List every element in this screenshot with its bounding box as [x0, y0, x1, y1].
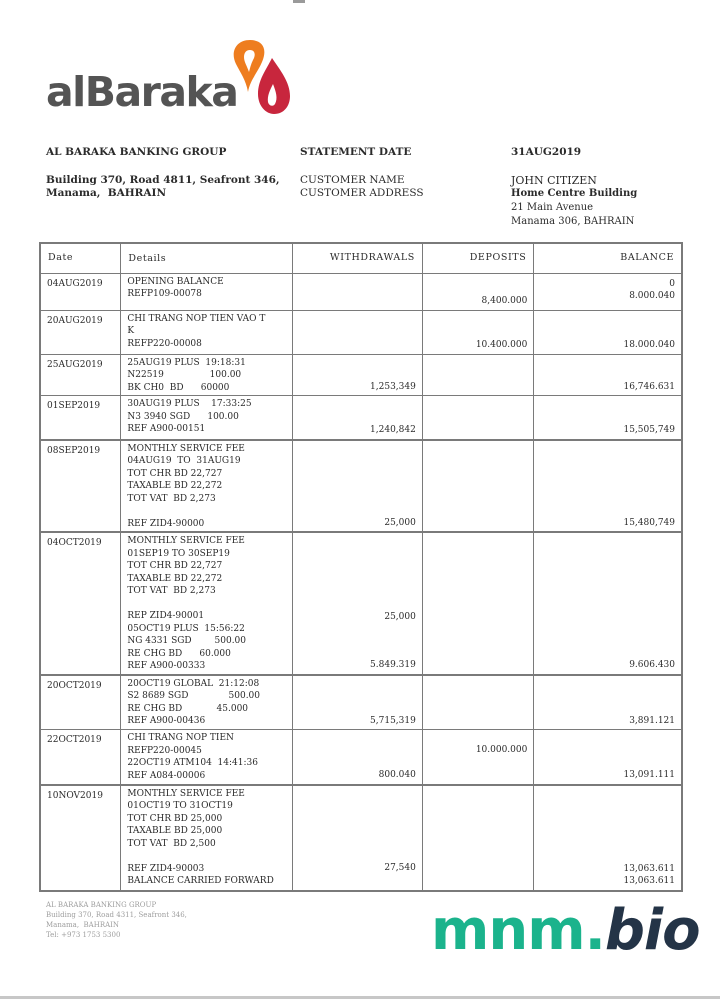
- details-line: BALANCE CARRIED FORWARD: [127, 876, 274, 886]
- cell-deposits: [422, 354, 534, 396]
- cell-withdrawals: [293, 785, 423, 891]
- details-line: MONTHLY SERVICE FEE: [127, 536, 245, 546]
- details-line: 30AUG19 PLUS 17:33:25: [127, 399, 252, 409]
- cell-balance: [534, 440, 682, 533]
- cell-date: 08SEP2019: [40, 440, 121, 533]
- cell-details: [121, 354, 293, 396]
- bank-address: [46, 174, 280, 200]
- balance-line: 3,891.121: [629, 715, 675, 726]
- balance-line: 0: [669, 278, 675, 289]
- withdrawal-amount: 5.849.319: [370, 660, 416, 670]
- details-line: REFP220-00045: [127, 745, 202, 756]
- col-header-balance: BALANCE: [534, 243, 682, 273]
- details-line: OPENING BALANCE: [127, 276, 224, 287]
- cell-deposits: [422, 310, 534, 354]
- cell-balance: [534, 396, 682, 440]
- table-row: [40, 532, 682, 675]
- balance-amount: [534, 339, 681, 352]
- logo-drop-icon: [228, 36, 292, 116]
- table-row: [40, 396, 682, 440]
- top-scroll-mark: [293, 0, 305, 3]
- cell-date: 10NOV2019: [40, 785, 121, 891]
- withdrawal-amount: 25,000: [384, 612, 416, 622]
- balance-amount: [534, 424, 681, 437]
- footer-line: AL BARAKA BANKING GROUP: [46, 901, 157, 909]
- cell-details: [121, 532, 293, 675]
- balance-amount: [534, 715, 681, 728]
- cell-details: [121, 273, 293, 310]
- details-line: REF A900-00436: [127, 716, 206, 726]
- balance-line: 15,505,749: [623, 425, 675, 435]
- balance-line: 13,063.611: [623, 876, 675, 886]
- withdrawal-amount: 25,000: [384, 517, 416, 528]
- balance-amount: [534, 863, 681, 888]
- details-line: REP ZID4-90001: [127, 611, 205, 621]
- cell-date: 22OCT2019: [40, 730, 121, 785]
- details-line: REFP109-00078: [127, 289, 202, 299]
- cell-withdrawals: [293, 440, 423, 533]
- details-line: K: [127, 326, 135, 336]
- details-line: TOT VAT BD 2,273: [127, 586, 216, 596]
- col-header-date: Date: [40, 243, 121, 273]
- withdrawal-amount: 27,540: [384, 863, 416, 873]
- col-header-withdrawals: WITHDRAWALS: [293, 243, 423, 273]
- balance-amount: [534, 278, 681, 303]
- cell-balance: [534, 675, 682, 730]
- bank-name: AL BARAKA BANKING GROUP: [46, 146, 227, 158]
- cell-deposits: [422, 440, 534, 533]
- details-line: TOT CHR BD 25,000: [127, 813, 223, 824]
- customer-address-label: CUSTOMER ADDRESS: [300, 187, 424, 199]
- cell-date: 01SEP2019: [40, 396, 121, 440]
- cell-details: [121, 730, 293, 785]
- details-line: 05OCT19 PLUS 15:56:22: [127, 623, 245, 634]
- footer-address: [46, 900, 187, 940]
- statement-date-value: 31AUG2019: [511, 146, 582, 158]
- details-line: CHI TRANG NOP TIEN: [127, 733, 234, 743]
- cell-withdrawals: [293, 310, 423, 354]
- logo-text: alBaraka: [46, 68, 238, 116]
- cell-deposits: [422, 396, 534, 440]
- watermark-part2: bio: [604, 898, 700, 963]
- details-line: REF A084-00006: [127, 770, 206, 781]
- customer-name: JOHN CITIZEN: [511, 174, 597, 187]
- balance-amount: [534, 659, 681, 672]
- cell-withdrawals: [293, 273, 423, 310]
- cell-withdrawals: [293, 354, 423, 396]
- cell-withdrawals: [293, 532, 423, 675]
- details-line: TOT CHR BD 22,727: [127, 468, 223, 479]
- table-row: [40, 310, 682, 354]
- statement-date-label: STATEMENT DATE: [300, 146, 412, 158]
- details-line: REF A900-00333: [127, 661, 206, 671]
- customer-address-line: Home Centre Building: [511, 188, 638, 199]
- withdrawal-amount: 800.040: [378, 770, 416, 780]
- balance-amount: [534, 517, 681, 530]
- details-line: 25AUG19 PLUS 19:18:31: [127, 357, 246, 368]
- table-row: [40, 273, 682, 310]
- page-bottom-edge: [0, 996, 720, 999]
- table-row: [40, 730, 682, 785]
- withdrawal-amount: 5,715,319: [370, 715, 416, 726]
- cell-withdrawals: [293, 730, 423, 785]
- col-header-deposits: DEPOSITS: [422, 243, 534, 273]
- details-line: RE CHG BD 45.000: [127, 703, 249, 714]
- customer-address-line: Manama 306, BAHRAIN: [511, 216, 635, 227]
- balance-line: 13,091.111: [623, 770, 675, 780]
- balance-line: 8.000.040: [629, 291, 675, 301]
- details-line: MONTHLY SERVICE FEE: [127, 443, 245, 454]
- cell-date: 20OCT2019: [40, 675, 121, 730]
- balance-line: 15,480,749: [623, 517, 675, 528]
- details-line: REF A900-00151: [127, 424, 206, 434]
- details-line: S2 8689 SGD 500.00: [127, 691, 261, 701]
- details-line: [127, 505, 286, 518]
- table-row: [40, 785, 682, 891]
- details-line: N22519 100.00: [127, 370, 242, 380]
- withdrawal-amount: 1,253,349: [370, 381, 416, 392]
- details-line: CHI TRANG NOP TIEN VAO T: [127, 313, 266, 324]
- footer-line: Building 370, Road 4311, Seafront 346,: [46, 911, 187, 919]
- cell-details: [121, 675, 293, 730]
- cell-deposits: [422, 730, 534, 785]
- balance-amount: [534, 381, 681, 394]
- balance-line: 13,063.611: [623, 863, 675, 874]
- table-row: [40, 675, 682, 730]
- cell-details: [121, 785, 293, 891]
- details-line: 04AUG19 TO 31AUG19: [127, 456, 241, 466]
- details-line: TOT VAT BD 2,273: [127, 493, 216, 504]
- details-line: 22OCT19 ATM104 14:41:36: [127, 758, 258, 768]
- details-line: REF ZID4-90003: [127, 863, 205, 874]
- table-row: [40, 440, 682, 533]
- details-line: 20OCT19 GLOBAL 21:12:08: [127, 678, 260, 689]
- cell-deposits: [422, 532, 534, 675]
- details-line: N3 3940 SGD 100.00: [127, 411, 239, 422]
- cell-balance: [534, 785, 682, 891]
- balance-amount: [534, 769, 681, 782]
- cell-details: [121, 440, 293, 533]
- footer-line: Tel: +973 1753 5300: [46, 931, 121, 939]
- balance-line: 16,746.631: [623, 381, 675, 392]
- cell-date: 04OCT2019: [40, 532, 121, 675]
- deposit-amount: 10.400.000: [475, 340, 528, 350]
- cell-date: 04AUG2019: [40, 273, 121, 310]
- details-line: [127, 598, 286, 611]
- cell-details: [121, 310, 293, 354]
- deposit-amount: 10.000.000: [475, 745, 528, 755]
- details-line: TAXABLE BD 25,000: [127, 826, 223, 836]
- balance-line: 9.606.430: [629, 660, 675, 670]
- details-line: REF ZID4-90000: [127, 518, 205, 529]
- details-line: TOT VAT BD 2,500: [127, 838, 216, 849]
- cell-withdrawals: [293, 396, 423, 440]
- cell-balance: [534, 532, 682, 675]
- details-line: TAXABLE BD 22,272: [127, 573, 223, 584]
- customer-address-line: 21 Main Avenue: [511, 202, 594, 213]
- cell-date: 25AUG2019: [40, 354, 121, 396]
- details-line: 01OCT19 TO 31OCT19: [127, 801, 233, 811]
- details-line: MONTHLY SERVICE FEE: [127, 788, 245, 799]
- details-line: BK CH0 BD 60000: [127, 382, 230, 393]
- details-line: TAXABLE BD 22,272: [127, 481, 223, 491]
- details-line: [127, 850, 286, 863]
- details-line: REFP220-00008: [127, 338, 202, 349]
- watermark-logo: [431, 898, 700, 963]
- cell-details: [121, 396, 293, 440]
- details-line: TOT CHR BD 22,727: [127, 561, 223, 571]
- cell-deposits: [422, 675, 534, 730]
- watermark-part1: mnm.: [431, 898, 605, 963]
- bank-address-line: Building 370, Road 4811, Seafront 346,: [46, 174, 280, 186]
- albaraka-logo: [46, 36, 296, 118]
- cell-date: 20AUG2019: [40, 310, 121, 354]
- table-row: [40, 354, 682, 396]
- cell-balance: [534, 310, 682, 354]
- balance-line: 18.000.040: [623, 340, 675, 350]
- transactions-table: [39, 242, 683, 892]
- bank-address-line: Manama, BAHRAIN: [46, 187, 167, 199]
- cell-balance: [534, 730, 682, 785]
- cell-deposits: [422, 273, 534, 310]
- table-header-row: [40, 243, 682, 273]
- details-line: 01SEP19 TO 30SEP19: [127, 548, 230, 559]
- deposit-amount: 8,400.000: [481, 296, 528, 306]
- cell-balance: [534, 354, 682, 396]
- customer-info: [511, 174, 637, 228]
- customer-name-label: CUSTOMER NAME: [300, 174, 405, 186]
- customer-labels: [300, 174, 424, 200]
- cell-deposits: [422, 785, 534, 891]
- withdrawal-amount: 1,240,842: [370, 425, 416, 435]
- cell-balance: [534, 273, 682, 310]
- details-line: NG 4331 SGD 500.00: [127, 636, 247, 646]
- cell-withdrawals: [293, 675, 423, 730]
- details-line: RE CHG BD 60.000: [127, 648, 231, 659]
- footer-line: Manama, BAHRAIN: [46, 921, 120, 929]
- col-header-details: Details: [121, 243, 293, 273]
